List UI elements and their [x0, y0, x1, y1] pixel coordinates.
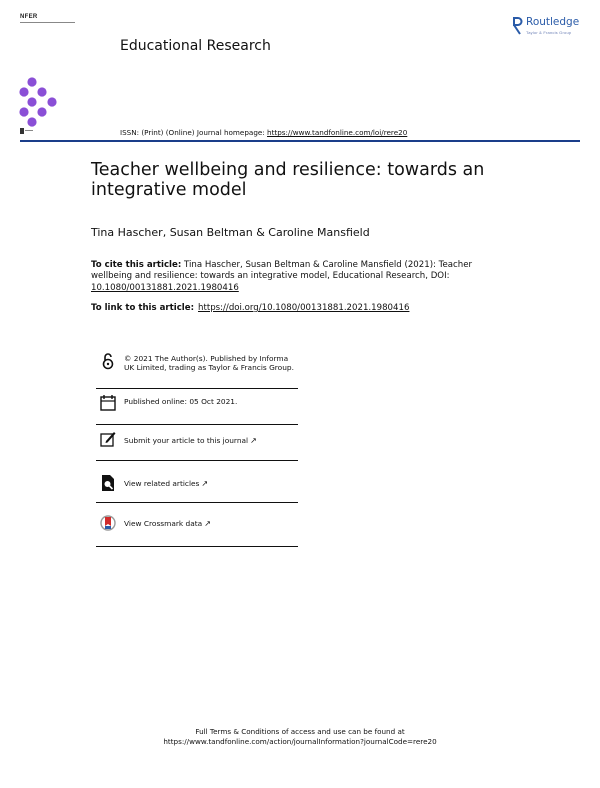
license-block [96, 350, 298, 388]
citation-block [91, 260, 491, 294]
published-text: Published online: 05 Oct 2021. [124, 397, 238, 406]
cite-doi-link[interactable]: 10.1080/00131881.2021.1980416 [91, 282, 239, 293]
cite-label: To cite this article: [91, 260, 182, 270]
related-articles-label: View related articles [124, 479, 200, 488]
journal-dots-logo [18, 75, 64, 135]
document-search-icon [100, 474, 116, 492]
external-link-icon: ↗ [201, 479, 209, 488]
open-access-icon [100, 352, 116, 370]
cite-text: Tina Hascher, Susan Beltman & Caroline Mansfield (2021): Teacher wellbeing and resilience: towards an integrative model, Educational Research, DOI: [91, 260, 473, 282]
submit-article-text[interactable] [124, 436, 257, 445]
article-title: Teacher wellbeing and resilience: towards an integrative model [91, 160, 485, 200]
divider [96, 546, 298, 547]
crossmark-text[interactable] [124, 519, 211, 528]
issn-prefix: ISSN: (Print) (Online) Journal homepage: [120, 128, 268, 137]
footer [0, 727, 600, 747]
divider [96, 460, 298, 461]
journal-title: Educational Research [120, 38, 271, 54]
divider [96, 388, 298, 389]
submit-article-link[interactable] [96, 428, 298, 460]
routledge-name: Routledge [526, 16, 580, 28]
edit-icon [100, 430, 116, 448]
routledge-r-icon [512, 16, 523, 38]
link-label: To link to this article: [91, 303, 195, 313]
crossmark-label: View Crossmark data [124, 519, 203, 528]
related-articles-link[interactable] [96, 466, 298, 498]
logo-divider [20, 22, 75, 23]
external-link-icon: ↗ [204, 519, 211, 528]
issn-line [120, 128, 407, 137]
article-authors: Tina Hascher, Susan Beltman & Caroline Mansfield [91, 226, 370, 239]
journal-homepage-link[interactable]: https://www.tandfonline.com/loi/rere20 [267, 128, 408, 137]
divider [96, 424, 298, 425]
header-divider [20, 140, 580, 142]
footer-terms-link[interactable]: https://www.tandfonline.com/action/journalInformation?journalCode=rere20 [163, 737, 437, 746]
article-link-block [91, 303, 409, 313]
license-text: © 2021 The Author(s). Published by Informa UK Limited, trading as Taylor & Francis Group. [124, 354, 294, 373]
footer-line-1: Full Terms & Conditions of access and use can be found at [195, 727, 405, 736]
publisher-logo [20, 14, 80, 34]
related-articles-text[interactable] [124, 479, 208, 488]
article-doi-link[interactable]: https://doi.org/10.1080/00131881.2021.1980416 [198, 303, 410, 313]
routledge-subtitle: Taylor & Francis Group [526, 30, 572, 35]
external-link-icon: ↗ [250, 436, 257, 445]
submit-article-label: Submit your article to this journal [124, 436, 249, 445]
crossmark-link[interactable] [96, 508, 298, 540]
crossmark-icon [100, 514, 116, 532]
divider [96, 502, 298, 503]
published-block [96, 392, 298, 422]
publisher-logo-text: NFER [20, 14, 38, 20]
calendar-icon [100, 394, 116, 412]
routledge-logo [512, 16, 592, 40]
